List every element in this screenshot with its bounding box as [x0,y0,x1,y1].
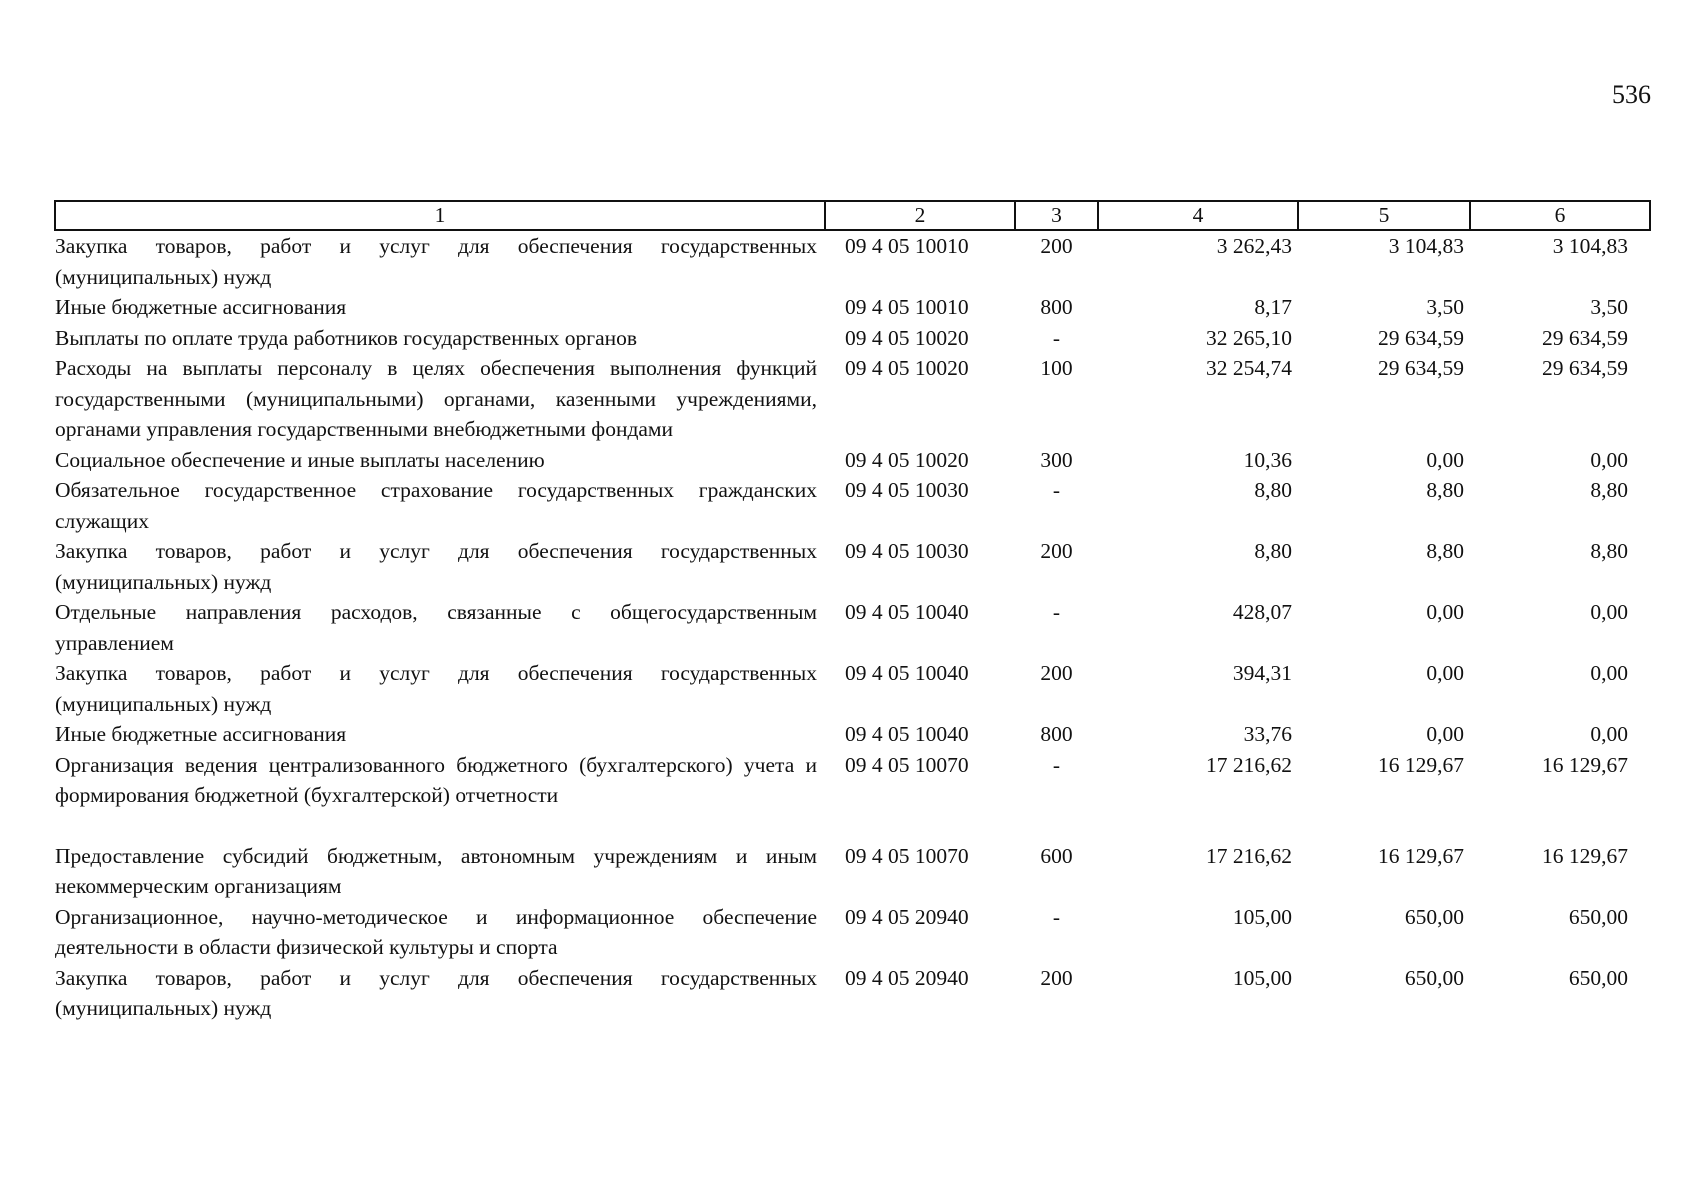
row-value-6: 0,00 [1590,661,1628,685]
row-code: 09 4 05 20940 [845,904,969,929]
row-code: 09 4 05 20940 [845,965,969,990]
row-value-6: 8,80 [1590,539,1628,563]
row-name: Закупка товаров, работ и услуг для обеспечения государственных (муниципальных) нужд [55,661,817,716]
header-col-1: 1 [55,201,825,230]
row-type: 200 [1040,661,1073,685]
row-code: 09 4 05 10010 [845,295,969,319]
row-name: Закупка товаров, работ и услуг для обеспечения государственных (муниципальных) нужд [55,539,817,594]
row-code: 09 4 05 10070 [845,843,969,868]
row-value-4: 394,31 [1232,661,1292,685]
table-row [55,658,1650,719]
table-row [55,475,1650,536]
spacer-cell [55,811,1650,841]
row-type: - [1052,478,1061,502]
row-value-5: 16 129,67 [1378,752,1464,777]
row-value-5: 0,00 [1426,600,1464,624]
table-row [55,750,1650,811]
row-value-4: 17 216,62 [1206,752,1292,777]
row-code: 09 4 05 10030 [845,478,969,502]
row-value-6: 650,00 [1568,904,1628,929]
row-value-5: 0,00 [1426,447,1464,472]
row-value-6: 8,80 [1590,478,1628,502]
row-type: - [1052,904,1061,929]
row-name: Иные бюджетные ассигнования [55,722,347,746]
row-value-4: 10,36 [1243,447,1292,472]
budget-table [54,200,1651,1024]
row-value-6: 16 129,67 [1542,843,1628,868]
row-value-6: 0,00 [1590,447,1628,472]
table-row [55,536,1650,597]
row-value-5: 8,80 [1426,539,1464,563]
row-spacer [55,811,1650,841]
table-row [55,902,1650,963]
row-type: - [1052,325,1061,350]
row-name: Предоставление субсидий бюджетным, автономным учреждениям и иным некоммерческим организациям [55,843,817,898]
row-name: Выплаты по оплате труда работников государственных органов [55,325,638,350]
row-code: 09 4 05 10040 [845,661,969,685]
row-type: 800 [1040,722,1073,746]
row-name: Социальное обеспечение и иные выплаты населению [55,447,545,472]
header-col-3: 3 [1015,201,1098,230]
table-row [55,323,1650,354]
row-value-4: 3 262,43 [1216,234,1292,258]
row-type: 300 [1040,447,1073,472]
row-name: Закупка товаров, работ и услуг для обеспечения государственных (муниципальных) нужд [55,234,817,289]
header-col-5: 5 [1298,201,1470,230]
row-value-5: 3,50 [1426,295,1464,319]
row-value-5: 3 104,83 [1388,234,1464,258]
row-value-4: 17 216,62 [1206,843,1292,868]
row-type: - [1052,752,1061,777]
page-number: 536 [1612,80,1651,109]
row-name: Отдельные направления расходов, связанные с общегосударственным управлением [55,600,817,655]
row-value-5: 0,00 [1426,722,1464,746]
row-type: - [1052,600,1061,624]
row-value-6: 0,00 [1590,600,1628,624]
row-value-6: 16 129,67 [1542,752,1628,777]
row-value-5: 8,80 [1426,478,1464,502]
row-code: 09 4 05 10020 [845,356,969,380]
table-row [55,353,1650,445]
header-row [55,201,1650,230]
row-type: 600 [1040,843,1073,868]
row-type: 800 [1040,295,1073,319]
row-type: 200 [1040,234,1073,258]
row-value-6: 3 104,83 [1552,234,1628,258]
row-value-6: 3,50 [1590,295,1628,319]
row-value-6: 29 634,59 [1542,356,1628,380]
header-col-4: 4 [1098,201,1298,230]
row-value-6: 29 634,59 [1542,325,1628,350]
row-code: 09 4 05 10040 [845,722,969,746]
header-col-6: 6 [1470,201,1650,230]
row-code: 09 4 05 10010 [845,234,969,258]
row-code: 09 4 05 10020 [845,447,969,472]
row-value-4: 105,00 [1232,904,1292,929]
row-code: 09 4 05 10070 [845,752,969,777]
row-code: 09 4 05 10020 [845,325,969,350]
table-header [55,201,1650,230]
row-name: Организационное, научно-методическое и информационное обеспечение деятельности в области физической культуры и спорта [55,904,817,959]
row-name: Обязательное государственное страхование государственных гражданских служащих [55,478,817,533]
table-row [55,445,1650,476]
row-value-4: 8,80 [1254,539,1292,563]
row-name: Закупка товаров, работ и услуг для обеспечения государственных (муниципальных) нужд [55,965,817,1020]
row-value-6: 650,00 [1568,965,1628,990]
table-body [55,230,1650,1024]
header-col-2: 2 [825,201,1015,230]
row-value-4: 33,76 [1243,722,1292,746]
table-row [55,230,1650,292]
table-row [55,292,1650,323]
row-value-5: 29 634,59 [1378,356,1464,380]
row-code: 09 4 05 10030 [845,539,969,563]
row-value-5: 0,00 [1426,661,1464,685]
row-name: Организация ведения централизованного бюджетного (бухгалтерского) учета и формирования бюджетной (бухгалтерской) отчетности [55,752,817,807]
row-value-4: 105,00 [1232,965,1292,990]
row-value-4: 8,80 [1254,478,1292,502]
row-value-5: 650,00 [1404,904,1464,929]
row-type: 100 [1040,356,1073,380]
row-value-5: 29 634,59 [1378,325,1464,350]
row-value-4: 32 265,10 [1206,325,1292,350]
row-value-4: 428,07 [1232,600,1292,624]
table-row [55,597,1650,658]
row-value-5: 650,00 [1404,965,1464,990]
row-name: Расходы на выплаты персоналу в целях обеспечения выполнения функций государственными (муниципальными) органами, казенными учреждениями, органами управления государственными внебюджетными фондами [55,356,817,441]
row-value-6: 0,00 [1590,722,1628,746]
row-value-5: 16 129,67 [1378,843,1464,868]
row-type: 200 [1040,539,1073,563]
table-row [55,719,1650,750]
row-value-4: 8,17 [1254,295,1292,319]
table-row [55,963,1650,1024]
table-row [55,841,1650,902]
row-code: 09 4 05 10040 [845,600,969,624]
row-type: 200 [1040,965,1073,990]
row-name: Иные бюджетные ассигнования [55,295,347,319]
row-value-4: 32 254,74 [1206,356,1292,380]
